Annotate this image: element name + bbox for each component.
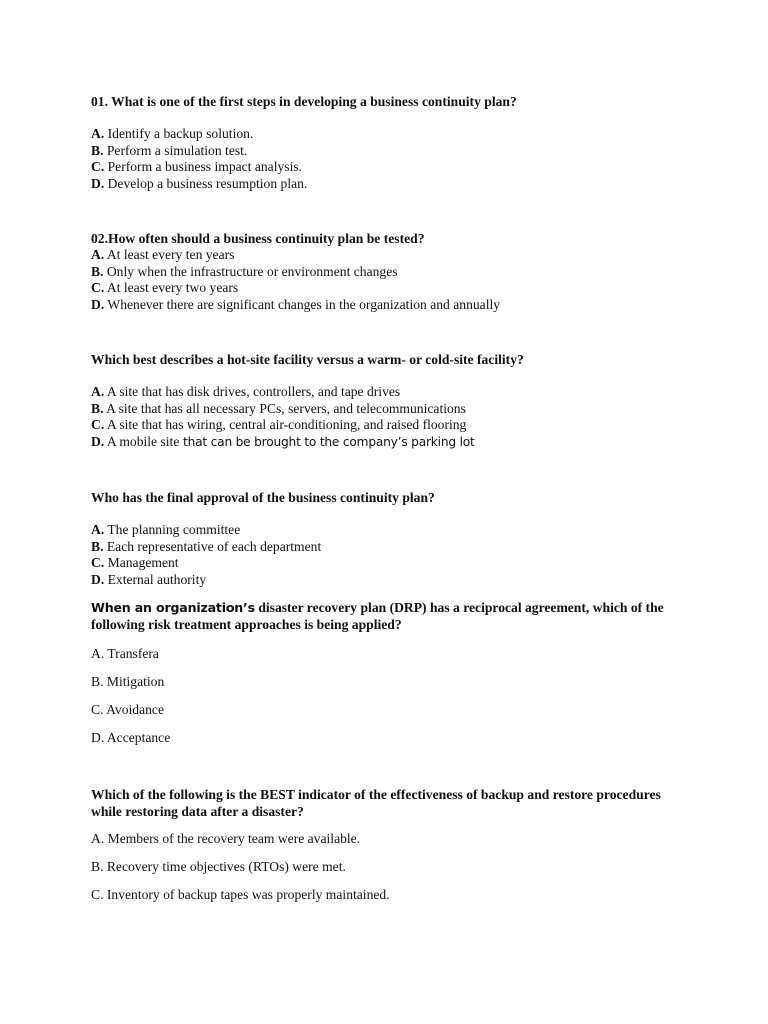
option-a: A. Members of the recovery team were available. — [91, 831, 361, 846]
option-c — [91, 555, 691, 572]
option-letter: D. — [91, 296, 105, 312]
option-letter: C. — [91, 555, 105, 570]
option-c — [91, 159, 691, 176]
option-a — [91, 126, 691, 143]
option-text: Only when the infrastructure or environment changes — [103, 263, 398, 279]
option-text: A mobile site — [104, 433, 180, 449]
option-text: Develop a business resumption plan. — [104, 175, 308, 191]
option-letter: D. — [91, 433, 105, 449]
question-text: 02.How often should a business continuity plan be tested? — [91, 231, 425, 246]
question-block-2 — [91, 230, 691, 313]
option-text: Perform a simulation test. — [103, 142, 248, 158]
option-a — [91, 384, 691, 401]
option-letter: C. — [91, 159, 105, 174]
question-block-6 — [91, 786, 711, 914]
question-block-4 — [91, 489, 691, 588]
option-letter: A. — [91, 384, 105, 399]
option-letter: D. — [91, 571, 105, 587]
option-d: D. Acceptance — [91, 730, 171, 745]
option-b — [91, 539, 691, 556]
question-text-part: disaster recovery plan (DRP) has a reciprocal agreement, which of the — [254, 600, 664, 615]
option-a — [91, 522, 691, 539]
option-letter: B. — [91, 263, 104, 279]
question-block-1 — [91, 93, 691, 192]
option-text: At least every two years — [104, 280, 239, 295]
question-text-part: while restoring data after a disaster? — [91, 804, 304, 819]
option-text: Perform a business impact analysis. — [104, 159, 303, 174]
options-list — [91, 126, 691, 192]
option-d — [91, 572, 691, 589]
question-text: Who has the final approval of the business continuity plan? — [91, 490, 435, 505]
question-block-3 — [91, 351, 691, 450]
option-letter: A. — [91, 522, 105, 537]
option-text: External authority — [104, 571, 207, 587]
question-block-5 — [91, 599, 711, 757]
option-b — [91, 401, 691, 418]
option-letter: D. — [91, 175, 105, 191]
option-d — [91, 176, 691, 193]
option-c — [91, 417, 691, 434]
option-c — [91, 280, 691, 297]
options-list — [91, 830, 711, 903]
option-letter: B. — [91, 142, 104, 158]
option-letter: B. — [91, 400, 104, 416]
option-text-tail: that can be brought to the company’s parking lot — [179, 434, 475, 449]
option-letter: A. — [91, 247, 105, 262]
option-b: B. Recovery time objectives (RTOs) were met. — [91, 859, 346, 874]
question-text — [91, 786, 711, 820]
option-text: At least every ten years — [104, 247, 235, 262]
option-text: Management — [104, 555, 179, 570]
option-text: Each representative of each department — [103, 538, 322, 554]
option-a — [91, 247, 691, 264]
option-letter: A. — [91, 126, 105, 141]
option-letter: B. — [91, 538, 104, 554]
option-text: Identify a backup solution. — [104, 126, 254, 141]
options-list — [91, 384, 691, 450]
option-c: C. Avoidance — [91, 702, 164, 717]
question-text-part: following risk treatment approaches is being applied? — [91, 617, 402, 632]
option-text: Whenever there are significant changes in the organization and annually — [104, 296, 501, 312]
option-text: A site that has disk drives, controllers, and tape drives — [104, 384, 401, 399]
options-list — [91, 247, 691, 313]
option-b: B. Mitigation — [91, 674, 165, 689]
option-c: C. Inventory of backup tapes was properly maintained. — [91, 887, 390, 902]
option-a: A. Transfera — [91, 646, 159, 661]
option-text: A site that has all necessary PCs, servers, and telecommunications — [103, 400, 466, 416]
options-list — [91, 645, 711, 746]
option-d — [91, 297, 691, 314]
option-text: A site that has wiring, central air-conditioning, and raised flooring — [104, 417, 467, 432]
question-text — [91, 599, 711, 633]
option-text: The planning committee — [104, 522, 241, 537]
question-text: Which best describes a hot-site facility versus a warm- or cold-site facility? — [91, 352, 524, 367]
option-d — [91, 434, 691, 451]
options-list — [91, 522, 691, 588]
option-b — [91, 143, 691, 160]
option-b — [91, 264, 691, 281]
question-text-part: When an organization’s — [91, 600, 255, 615]
question-text: 01. What is one of the first steps in developing a business continuity plan? — [91, 94, 517, 109]
option-letter: C. — [91, 280, 105, 295]
option-letter: C. — [91, 417, 105, 432]
question-text-part: Which of the following is the BEST indicator of the effectiveness of backup and restore procedures — [91, 787, 661, 802]
